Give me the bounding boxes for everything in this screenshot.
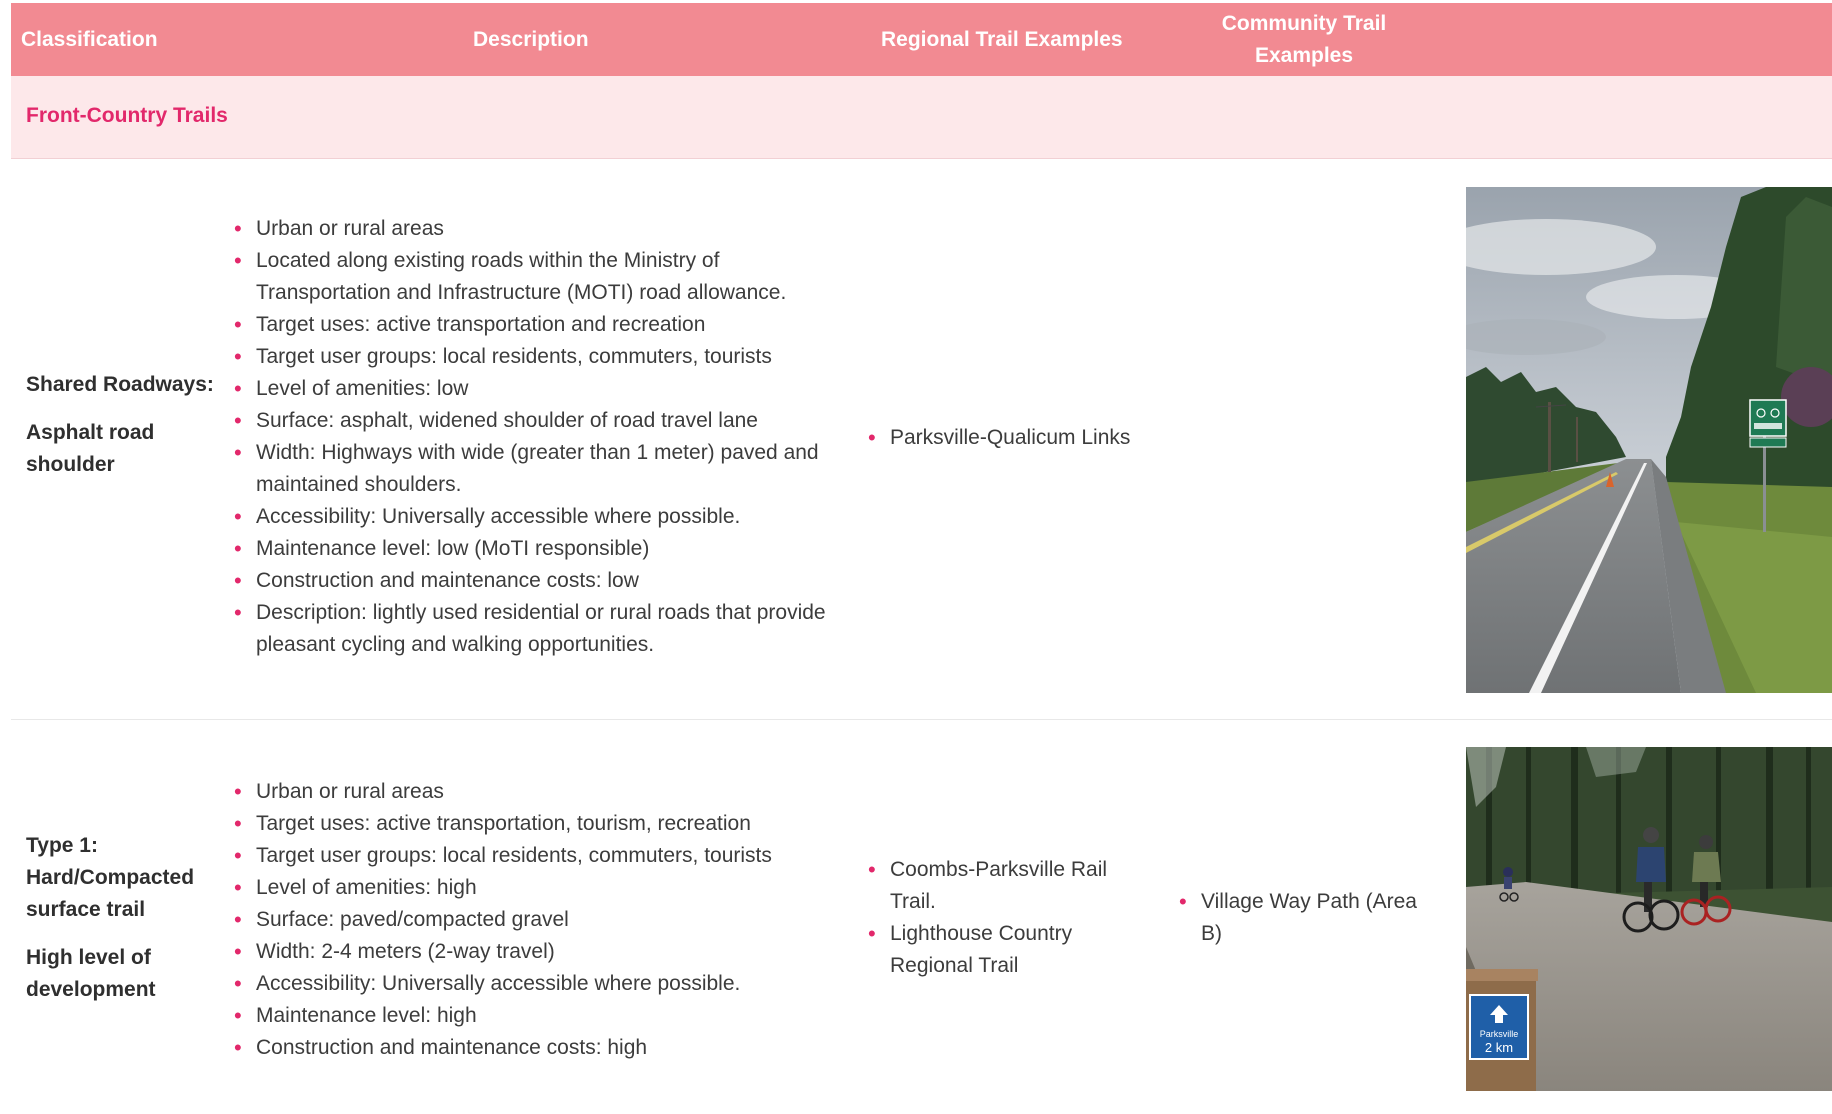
list-item: • Target uses: active transportation, tourism, recreation <box>232 808 832 840</box>
list-item: • Maintenance level: high <box>232 1000 832 1032</box>
table-row <box>11 720 1832 1114</box>
list-item: • Level of amenities: low <box>232 373 832 405</box>
road-photo-illustration <box>1466 187 1832 693</box>
list-item: • Urban or rural areas <box>232 213 832 245</box>
classification-cell <box>26 830 226 1006</box>
list-item: • Width: 2-4 meters (2-way travel) <box>232 936 832 968</box>
list-item: • Accessibility: Universally accessible where possible. <box>232 968 832 1000</box>
classification-name: Type 1: Hard/Compacted surface trail <box>26 834 195 921</box>
section-title: Front-Country Trails <box>26 104 228 127</box>
description-list <box>232 213 832 661</box>
list-item: • Construction and maintenance costs: high <box>232 1032 832 1064</box>
list-item: • Parksville-Qualicum Links <box>866 422 1136 454</box>
list-item: • Accessibility: Universally accessible where possible. <box>232 501 832 533</box>
community-examples-list <box>1177 886 1427 950</box>
header-community-examples: Community Trail Examples <box>1221 12 1387 67</box>
trail-sign-distance: 2 km <box>1484 1040 1514 1055</box>
trail-photo-illustration <box>1466 747 1832 1091</box>
regional-examples-list <box>866 854 1136 982</box>
list-item: • Located along existing roads within the Ministry of Transportation and Infrastructure (MOTI) road allowance. <box>232 245 832 309</box>
section-row <box>11 76 1832 159</box>
list-item: • Coombs-Parksville Rail Trail. <box>866 854 1136 918</box>
compacted-trail-photo <box>1466 747 1832 1091</box>
classification-name: Shared Roadways: <box>26 373 214 396</box>
header-description: Description <box>473 28 589 51</box>
regional-examples-list <box>866 422 1136 454</box>
classification-subtitle: High level of development <box>26 946 156 1001</box>
list-item: • Village Way Path (Area B) <box>1177 886 1427 950</box>
trail-sign-town: Parksville <box>1479 1029 1519 1039</box>
list-item: • Surface: asphalt, widened shoulder of road travel lane <box>232 405 832 437</box>
classification-cell <box>26 369 226 481</box>
list-item: • Level of amenities: high <box>232 872 832 904</box>
table-header <box>11 3 1832 76</box>
list-item: • Target uses: active transportation and recreation <box>232 309 832 341</box>
table-row <box>11 159 1832 720</box>
description-list <box>232 776 832 1064</box>
list-item: • Target user groups: local residents, commuters, tourists <box>232 840 832 872</box>
list-item: • Target user groups: local residents, commuters, tourists <box>232 341 832 373</box>
list-item: • Maintenance level: low (MoTI responsible) <box>232 533 832 565</box>
list-item: • Description: lightly used residential or rural roads that provide pleasant cycling and walking opportunities. <box>232 597 832 661</box>
list-item: • Urban or rural areas <box>232 776 832 808</box>
list-item: • Surface: paved/compacted gravel <box>232 904 832 936</box>
shared-roadway-photo <box>1466 187 1832 693</box>
list-item: • Construction and maintenance costs: low <box>232 565 832 597</box>
header-regional-examples: Regional Trail Examples <box>881 28 1123 51</box>
header-classification: Classification <box>21 28 158 51</box>
list-item: • Width: Highways with wide (greater than 1 meter) paved and maintained shoulders. <box>232 437 832 501</box>
list-item: • Lighthouse Country Regional Trail <box>866 918 1136 982</box>
classification-subtitle: Asphalt road shoulder <box>26 421 155 476</box>
